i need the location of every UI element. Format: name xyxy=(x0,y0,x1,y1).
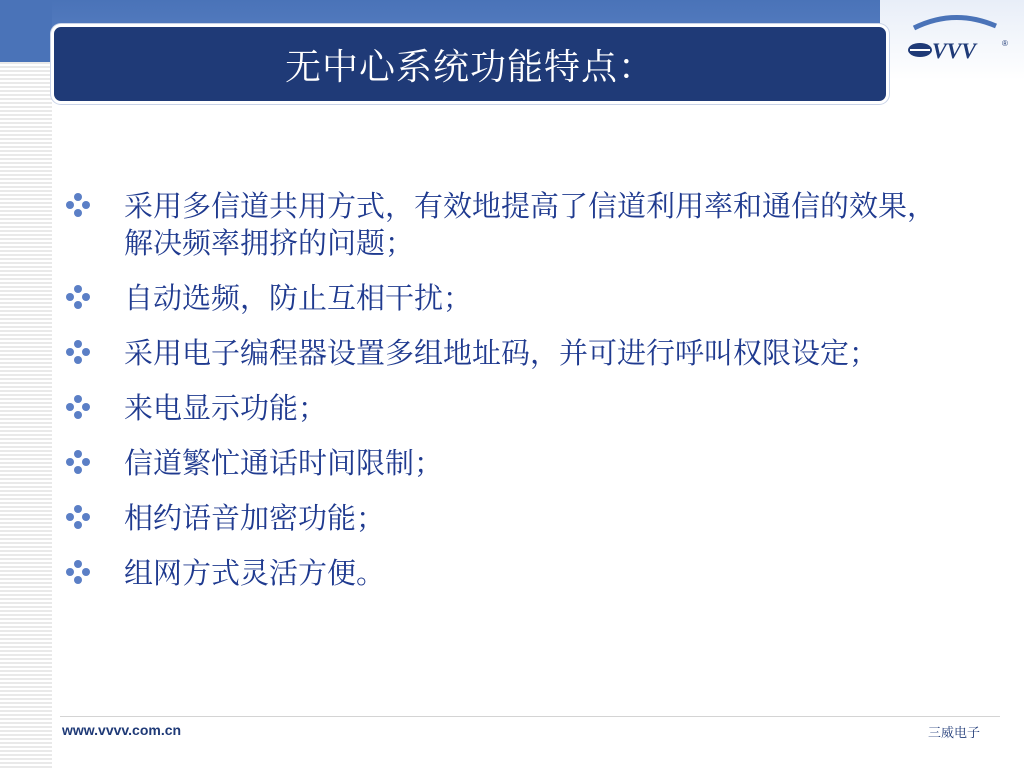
diamond-bullet-icon xyxy=(64,448,92,476)
diamond-bullet-icon xyxy=(64,558,92,586)
logo-text: VVV xyxy=(932,38,977,63)
diamond-bullet-icon xyxy=(64,191,92,219)
footer-url[interactable]: www.vvvv.com.cn xyxy=(62,722,182,738)
left-stripes xyxy=(0,62,52,768)
bullet-item xyxy=(60,390,960,427)
diamond-bullet-icon xyxy=(64,283,92,311)
footer-brand: 三威电子 xyxy=(927,726,980,741)
left-band-top xyxy=(0,0,52,62)
bullet-item xyxy=(60,555,960,592)
bullet-item xyxy=(60,188,960,262)
bullet-text: 相约语音加密功能； xyxy=(124,501,386,535)
bullet-item xyxy=(60,445,960,482)
bullet-text: 采用电子编程器设置多组地址码，并可进行呼叫权限设定； xyxy=(124,336,879,370)
bullet-text: 采用多信道共用方式，有效地提高了信道利用率和通信的效果，解决频率拥挤的问题； xyxy=(124,189,937,260)
bullet-item xyxy=(60,335,960,372)
company-logo xyxy=(900,6,1012,72)
diamond-bullet-icon xyxy=(64,393,92,421)
footer-divider xyxy=(60,716,1000,717)
diamond-bullet-icon xyxy=(64,338,92,366)
slide-title: 无中心系统功能特点： xyxy=(284,46,655,88)
bullet-item xyxy=(60,280,960,317)
bullet-text: 自动选频，防止互相干扰； xyxy=(124,281,473,315)
bullet-text: 信道繁忙通话时间限制； xyxy=(124,446,444,480)
bullet-text: 组网方式灵活方便。 xyxy=(124,556,386,590)
logo-registered: ® xyxy=(1002,39,1008,48)
bullet-item xyxy=(60,500,960,537)
diamond-bullet-icon xyxy=(64,503,92,531)
logo-icon xyxy=(900,6,1012,72)
bullet-text: 来电显示功能； xyxy=(124,391,328,425)
title-box xyxy=(51,24,889,104)
bullet-list xyxy=(60,188,960,610)
